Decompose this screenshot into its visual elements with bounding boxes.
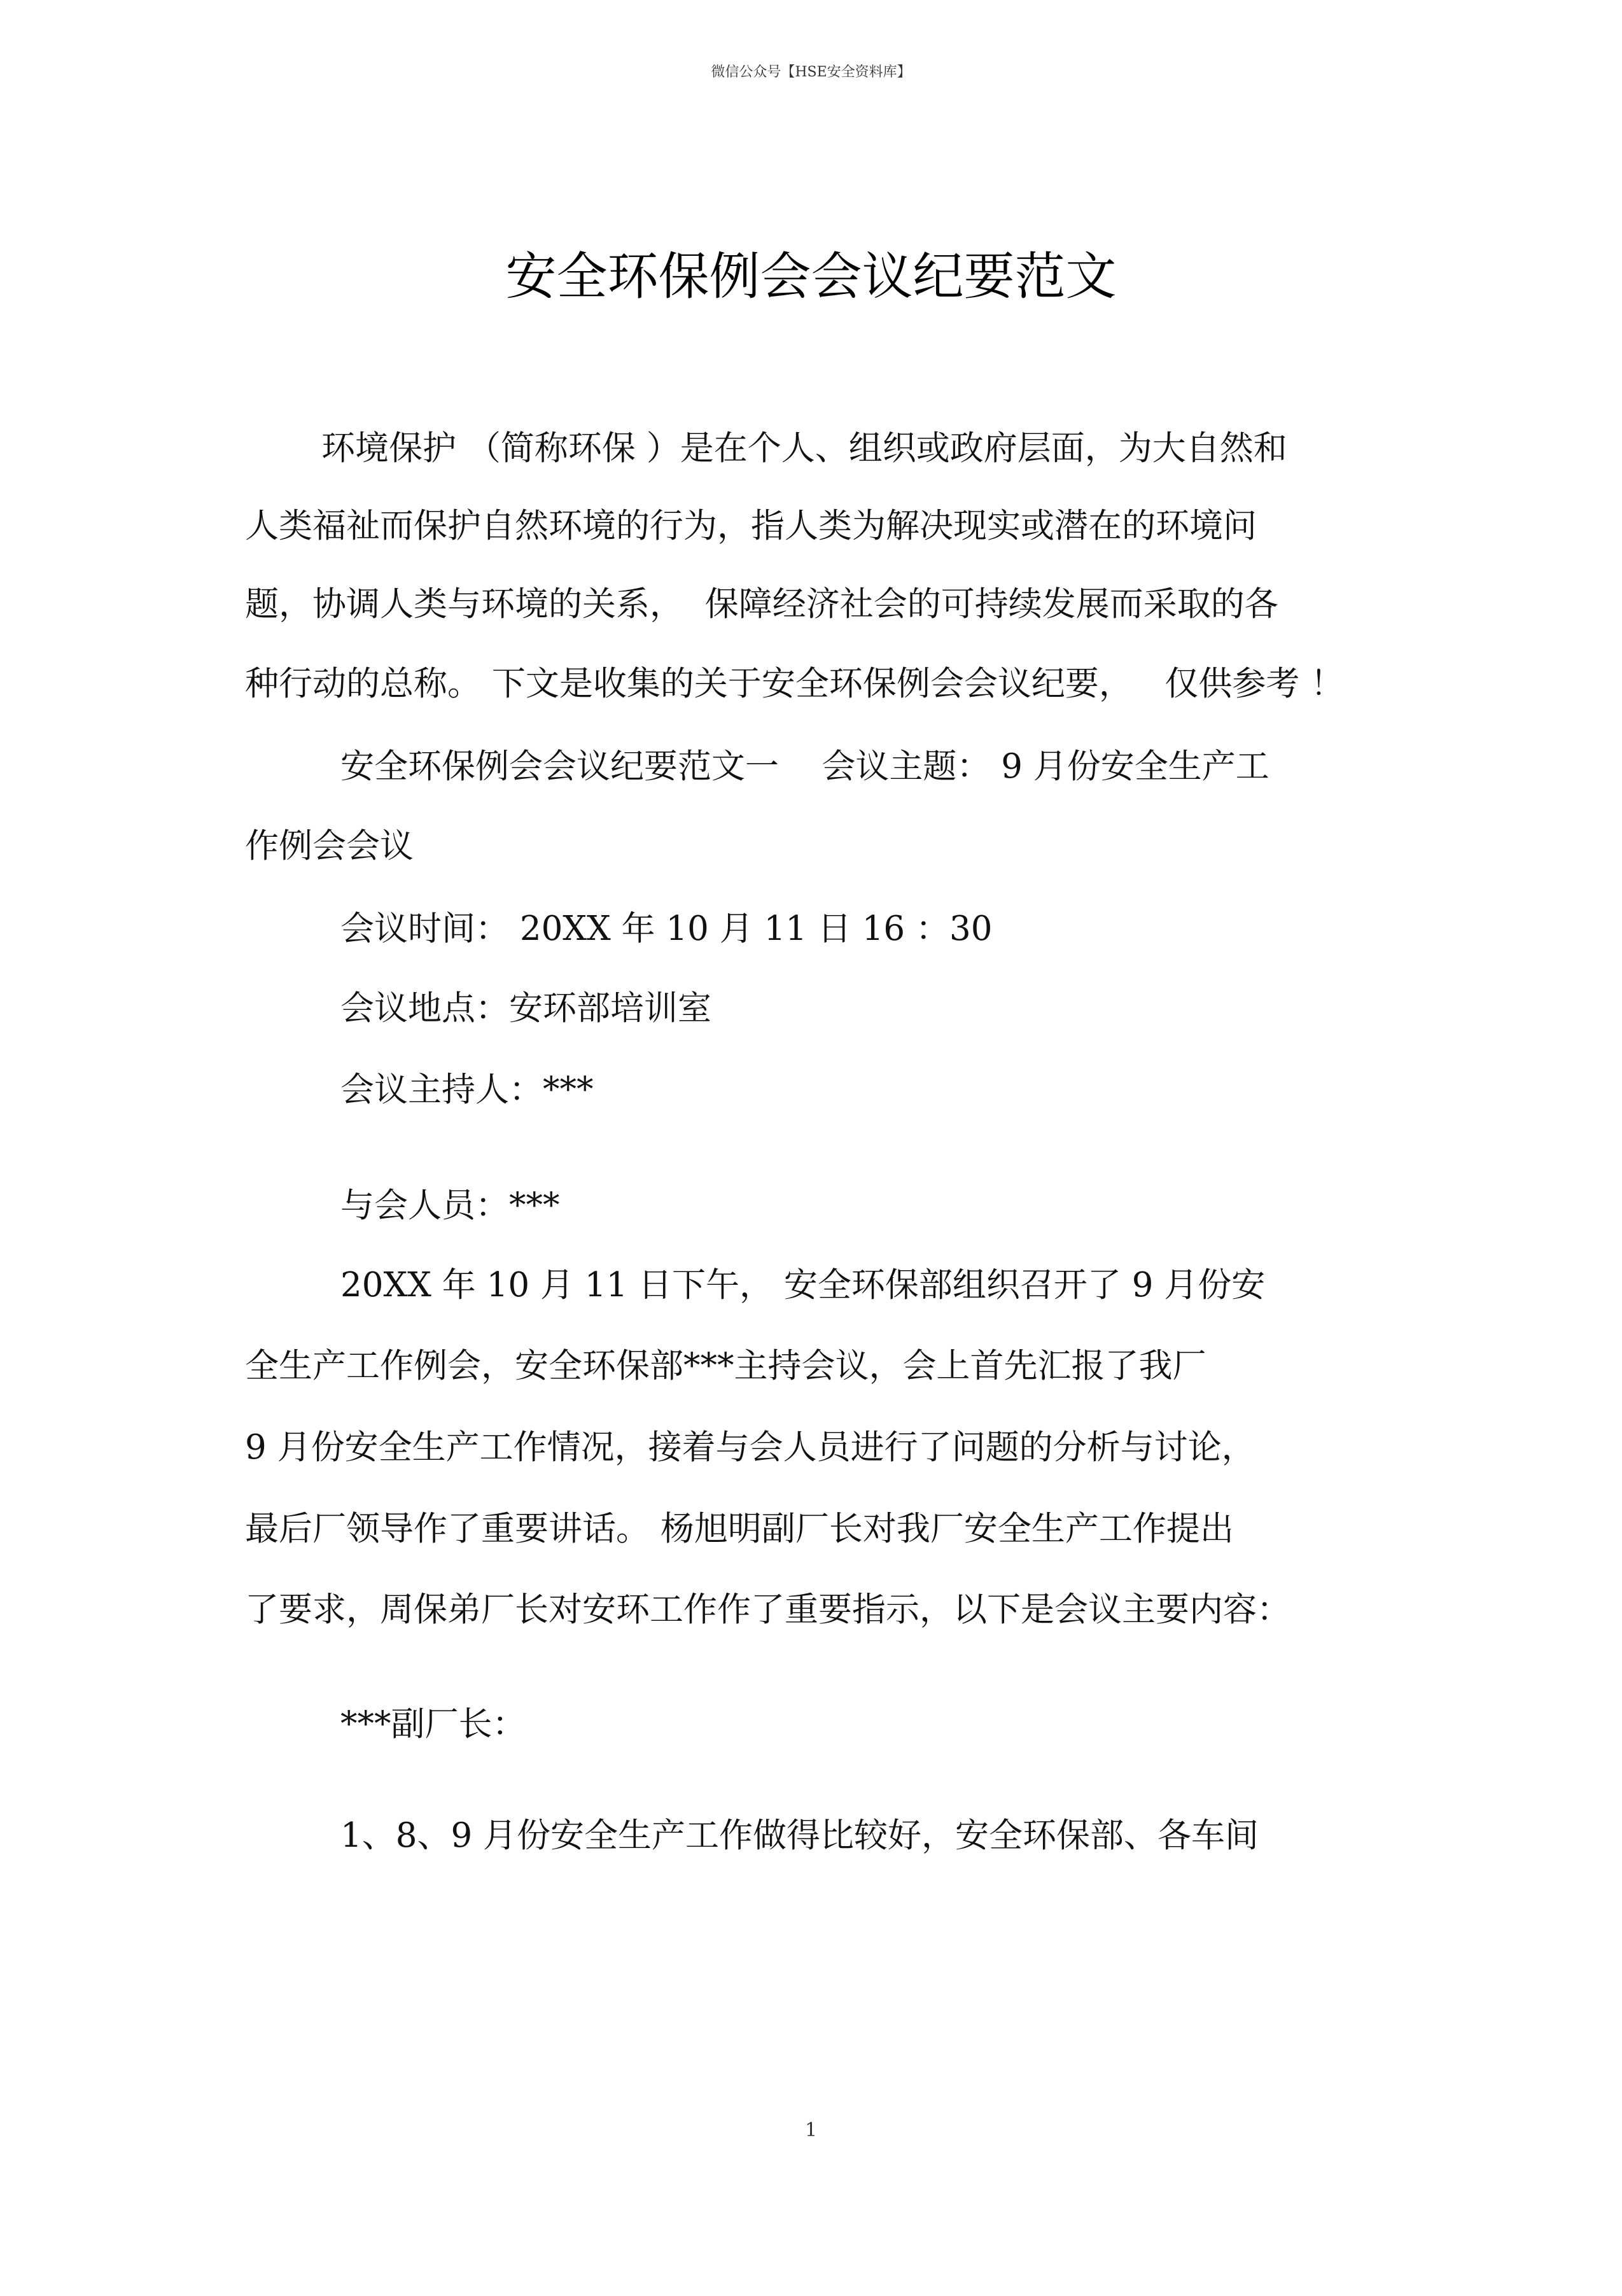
paragraph-line: 作例会会议: [245, 827, 414, 865]
paragraph-line: 人类福祉而保护自然环境的行为，指人类为解决现实或潜在的环境问: [245, 507, 1257, 545]
paragraph-line: 最后厂领导作了重要讲话。 杨旭明副厂长对我厂安全生产工作提出: [245, 1509, 1234, 1548]
meeting-attendees: 与会人员：***: [340, 1186, 560, 1225]
meeting-location: 会议地点：安环部培训室: [340, 989, 711, 1028]
meeting-time: 会议时间： 20XX 年 10 月 11 日 16 ：30: [340, 909, 993, 948]
paragraph-line: 题，协调人类与环境的关系， 保障经济社会的可持续发展而采取的各: [245, 585, 1278, 624]
document-title: 安全环保例会会议纪要范文: [505, 247, 1117, 306]
paragraph-line: 环境保护 （简称环保 ）是在个人、组织或政府层面，为大自然和: [321, 429, 1287, 468]
paragraph-line: 1、8、9 月份安全生产工作做得比较好，安全环保部、各车间: [340, 1816, 1259, 1855]
paragraph-line: 9 月份安全生产工作情况，接着与会人员进行了问题的分析与讨论，: [245, 1428, 1255, 1467]
paragraph-line: 20XX 年 10 月 11 日下午， 安全环保部组织召开了 9 月份安: [340, 1266, 1266, 1305]
paragraph-line: 种行动的总称。 下文是收集的关于安全环保例会会议纪要， 仅供参考 ！: [245, 664, 1345, 703]
paragraph-line: 了要求，周保弟厂长对安环工作作了重要指示，以下是会议主要内容：: [245, 1590, 1290, 1629]
page-header: 微信公众号【HSE安全资料库】: [711, 64, 911, 80]
meeting-host: 会议主持人：***: [340, 1070, 594, 1109]
paragraph-line: 全生产工作例会，安全环保部***主持会议，会上首先汇报了我厂: [245, 1347, 1206, 1385]
page-number: 1: [804, 2119, 818, 2141]
paragraph-line: 安全环保例会会议纪要范文一 会议主题： 9 月份安全生产工: [340, 747, 1269, 786]
section-heading: ***副厂长：: [340, 1705, 526, 1744]
